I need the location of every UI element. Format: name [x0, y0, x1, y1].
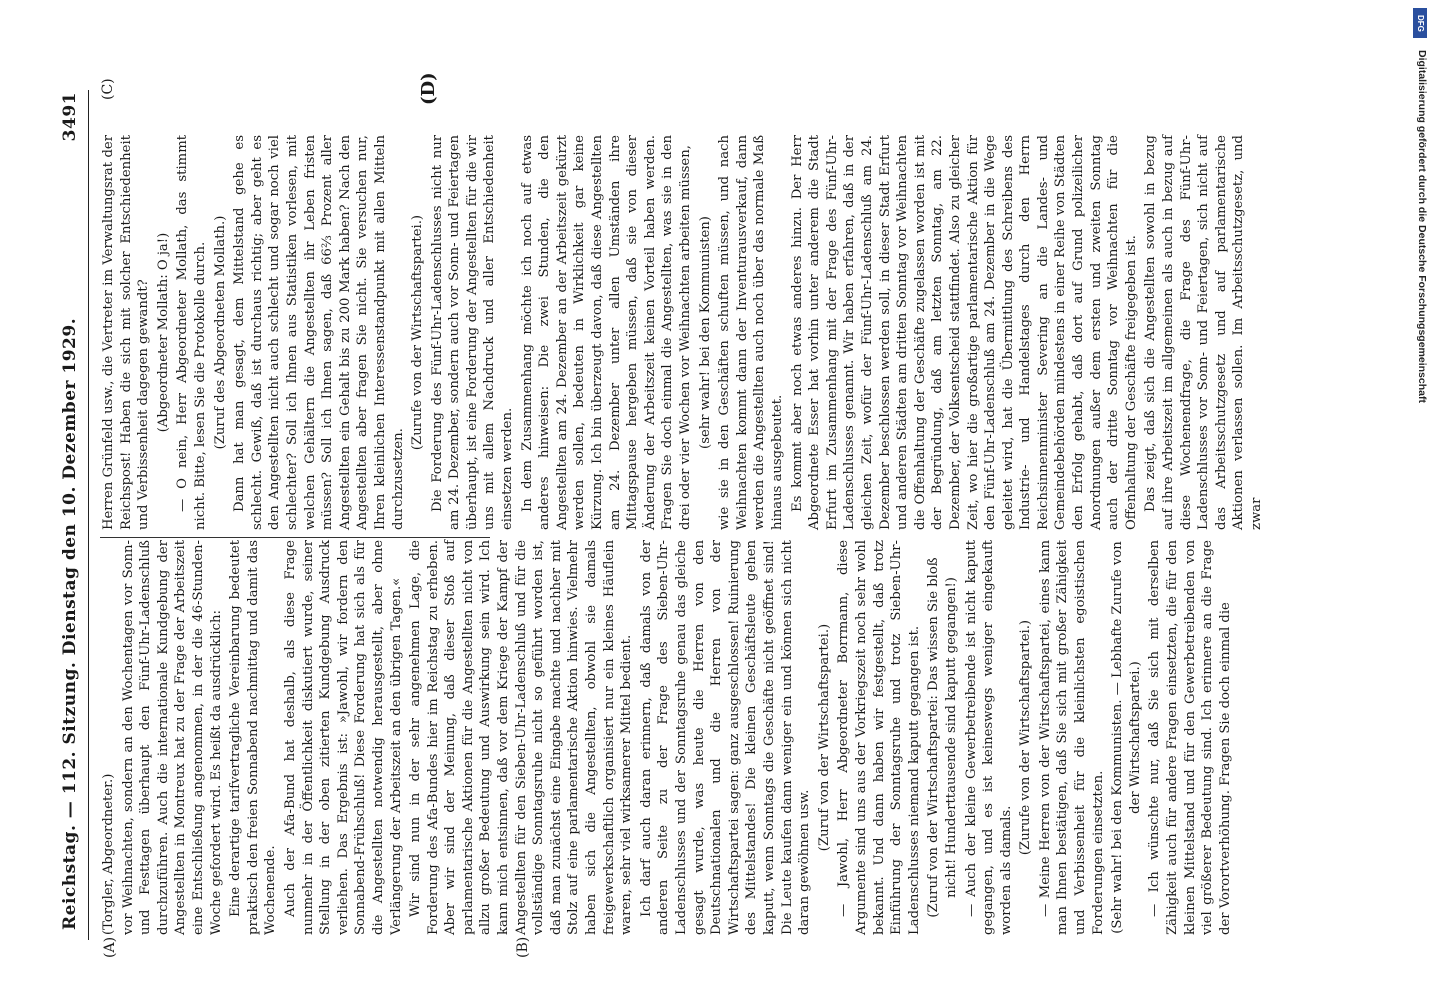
interjection: (Zuruf von der Wirtschaftspartei: Das wissen Sie bloß nicht! Hunderttausende sind kaputt gegangen!)	[926, 557, 959, 918]
paragraph: wie sie in den Geschäften schuften müssen, und nach Weihnachten kommt dann der Inventurausverkauf, dann werden die Angestellten auch noch über das normale Maß hinaus ausgebeutet.	[717, 135, 785, 530]
interjection: (Zuruf von der Wirtschaftspartei.)	[816, 623, 832, 852]
interjection: (Abgeordneter Mollath: O ja!)	[155, 232, 171, 433]
paragraph: Auch der Afa-Bund hat deshalb, als diese Frage nunmehr in der Öffentlichkeit diskutiert wurde, seiner Stellung in der oben zitierten Kundgebung Ausdruck verliehen. Das Ergebnis ist: »Jawohl, wir fordern den Sonnabend-Frühschluß! Diese Forderung hat sich als für die Angestellten notwendig herausgestellt, aber ohne Verlängerung der Arbeitszeit an den übrigen Tagen.«	[282, 540, 404, 935]
paragraph: Wir sind nun in der sehr angenehmen Lage, die Forderung des Afa-Bundes hier im Reichstag zu erheben. Aber wir sind der Meinung, daß dieser Stoß auf parlamentarische Aktionen für die Angestellten nicht von allzu großer Bedeutung und Auswirkung sein wird. Ich kann mich entsinnen, daß vor dem Kriege der Kampf der Angestellten für den Sieben-Uhr-Ladenschluß und für die vollständige Sonntagsruhe nicht so geführt worden ist, daß man zunächst eine Eingabe machte und nachher mit Stolz auf eine parlamentarische Aktion hinwies. Vielmehr haben sich die Angestellten, obwohl sie damals freigewerkschaftlich organisiert nur ein kleines Häuflein waren, sehr viel wirksamerer Mittel bedient.	[408, 540, 635, 935]
interjection: (Zurufe von der Wirtschaftspartei.)	[1018, 619, 1034, 856]
paragraph: (Torgler, Abgeordneter.)	[101, 773, 116, 935]
interjection: (Sehr wahr! bei den Kommunisten. — Lebhafte Zurufe von der Wirtschaftspartei.)	[1110, 541, 1143, 934]
margin-marker-b: (B)	[515, 936, 531, 958]
credit-text: Digitalisierung gefördert durch die Deutsche Forschungsgemeinschaft	[1416, 50, 1428, 403]
page-title: Reichstag. — 112. Sitzung. Dienstag den 10. Dezember 1929.	[60, 317, 80, 930]
left-column	[100, 540, 1236, 935]
margin-marker-c: (C)	[100, 78, 116, 100]
paragraph: — Meine Herren von der Wirtschaftspartei, eines kann man Ihnen bestätigen, daß Sie sich mit großer Zähigkeit und Verbissenheit für die kleinlichsten egoistischen Forderungen einsetzten.	[1037, 540, 1106, 935]
page-header	[60, 80, 86, 1000]
quote-paragraph: Eine derartige tarifvertragliche Vereinbarung bedeutet praktisch den freien Sonnabend nachmittag und damit das Wochenende.	[228, 540, 279, 935]
paragraph: vor Weihnachten, sondern an den Wochentagen vor Sonn- und Festtagen überhaupt den Fünf-Uhr-Ladenschluß durchzuführen. Auch die internationale Kundgebung der Angestellten in Montreux hat zu der Frage der Arbeitszeit eine Entschließung angenommen, in der die 46-Stunden-Woche gefordert wird. Es heißt da ausdrücklich:	[120, 540, 224, 935]
document-page	[60, 72, 1264, 1000]
paragraph: — O nein, Herr Abgeordneter Mollath, das stimmt nicht. Bitte, lesen Sie die Protokolle durch.	[175, 135, 208, 530]
paragraph: In dem Zusammenhang möchte ich noch auf etwas anderes hinweisen: Die zwei Stunden, die den Angestellten am 24. Dezember an der Arbeitszeit gekürzt werden sollen, bedeuten in Wirklichkeit gar keine Kürzung. Ich bin überzeugt davon, daß diese Angestellten am 24. Dezember unter allen Umständen ihre Mittagspause hergeben müssen, daß sie von dieser Änderung der Arbeitszeit keinen Vorteil haben werden. Fragen Sie doch einmal die Angestellten, was sie in den drei oder vier Wochen vor Weihnachten arbeiten müssen,	[519, 135, 693, 530]
paragraph: Herren Grünfeld usw., die Vertreter im Verwaltungsrat der Reichspost! Haben die sich mit solcher Entschiedenheit und Verbissenheit dagegen gewandt?	[101, 135, 152, 530]
margin-marker-a: (A)	[102, 936, 118, 958]
paragraph: Es kommt aber noch etwas anderes hinzu. Der Herr Abgeordnete Esser hat vorhin unter anderem die Stadt Erfurt im Zusammenhang mit der Frage des Fünf-Uhr-Ladenschlusses genannt. Wir haben erfahren, daß in der gleichen Zeit, wofür der Fünf-Uhr-Ladenschluß am 24. Dezember beschlossen werden soll, in dieser Stadt Erfurt und anderen Städten am dritten Sonntag vor Weihnachten die Offenhaltung der Geschäfte zugelassen worden ist mit der Begründung, daß am letzten Sonntag, am 22. Dezember, der Volksentscheid stattfindet. Also zu gleicher Zeit, wo hier die großartige parlamentarische Aktion für den Fünf-Uhr-Ladenschluß am 24. Dezember in die Wege geleitet wird, hat die Übermittlung des Schreibens des Industrie- und Handelstages durch den Herrn Reichsinnenminister Severing an die Landes- und Gemeindebehörden mindestens in einer Reihe von Städten den Erfolg gehabt, daß dort auf Grund polizeilicher Anordnungen außer dem ersten und zweiten Sonntag auch der dritte Sonntag vor Weihnachten für die Offenhaltung der Geschäfte freigegeben ist.	[789, 135, 1139, 530]
paragraph: Das zeigt, daß sich die Angestellten sowohl in bezug auf ihre Arbeitszeit im allgemeinen als auch in bezug auf diese Wochenendfrage, die Frage des Fünf-Uhr-Ladenschlusses vor Sonn- und Feiertagen, sich nicht auf das Arbeitsschutzgesetz und auf parlamentarische Aktionen verlassen sollen. Im Arbeitsschutzgesetz, und zwar	[1143, 135, 1264, 530]
paragraph: — Auch der kleine Gewerbetreibende ist nicht kaputt gegangen, und es ist keineswegs weniger eingekauft worden als damals.	[963, 540, 1014, 935]
paragraph: Dann hat man gesagt, dem Mittelstand gehe es schlecht. Gewiß, daß ist durchaus richtig; aber geht es den Angestellten nicht auch schlecht und sogar noch viel schlechter? Soll ich Ihnen aus Statistiken vorlesen, mit welchen Gehältern die Angestellten ihr Leben fristen müssen? Soll ich Ihnen sagen, daß 66⅔ Prozent aller Angestellten ein Gehalt bis zu 200 Mark haben? Nach den Angestellten aber fragen Sie nicht. Sie versuchen nur, Ihren kleinlichen Interessenstandpunkt mit allen Mitteln durchzusetzen.	[232, 135, 406, 530]
interjection: (sehr wahr! bei den Kommunisten)	[697, 216, 713, 449]
interjection: (Zurufe von der Wirtschaftspartei.)	[410, 214, 426, 451]
margin-marker-d: (D)	[418, 72, 439, 105]
page-number: 3491	[60, 92, 80, 142]
header-rule	[88, 90, 89, 940]
column-separator	[100, 537, 490, 538]
paragraph: — Jawohl, Herr Abgeordneter Borrmann, diese Argumente sind uns aus der Vorkriegszeit noch sehr wohl bekannt. Und dann haben wir festgestellt, daß trotz Einführung der Sonntagsruhe und trotz Sieben-Uhr-Ladenschlusses niemand kaputt gegangen ist.	[836, 540, 922, 935]
dfg-logo: DFG	[1413, 8, 1427, 38]
interjection: (Zuruf des Abgeordneten Mollath.)	[212, 215, 228, 450]
paragraph: — Ich wünschte nur, daß Sie sich mit derselben Zähigkeit auch für andere Fragen einsetzten, die für den kleinen Mittelstand und für den Gewerbetreibenden von viel größerer Bedeutung sind. Ich erinnere an die Frage der Vorortverhöhung. Fragen Sie doch einmal die	[1147, 540, 1233, 935]
right-column	[100, 135, 1268, 530]
digitization-credit	[1408, 0, 1434, 1000]
paragraph: Ich darf auch daran erinnern, daß damals von der anderen Seite zu der Frage des Sieben-Uhr-Ladenschlusses und der Sonntagsruhe genau das gleiche gesagt wurde, was heute die Herren von den Deutschnationalen und die Herren von der Wirtschaftspartei sagen: ganz ausgeschlossen! Ruinierung des Mittelstandes! Die kleinen Geschäftsleute gehen kaputt, wenn Sonntags die Geschäfte nicht geöffnet sind! Die Leute kaufen dann weniger ein und können sich nicht daran gewöhnen usw.	[638, 540, 813, 935]
paragraph: Die Forderung des Fünf-Uhr-Ladenschlusses nicht nur am 24. Dezember, sondern auch vor Sonn- und Feiertagen überhaupt, ist eine Forderung der Angestellten für die wir uns mit allem Nachdruck und aller Entschiedenheit einsetzen werden.	[429, 135, 516, 530]
